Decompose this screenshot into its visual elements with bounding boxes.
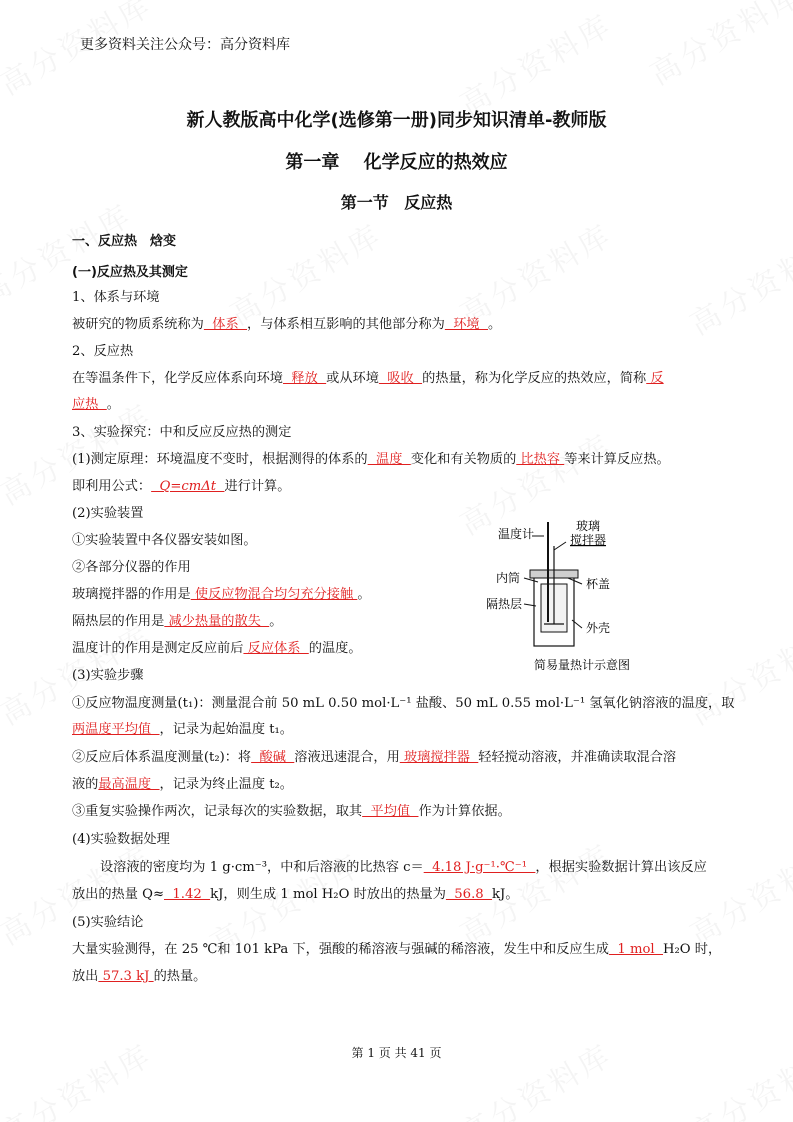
leader-line xyxy=(568,578,582,584)
s3-conclusion-line1 xyxy=(72,938,721,957)
s3-step2 xyxy=(72,746,676,765)
watermark xyxy=(680,830,793,953)
s2-body-line1 xyxy=(72,367,664,386)
answer-blank: 4.18 J·g⁻¹·℃⁻¹ xyxy=(423,860,536,875)
text: kJ，则生成 1 mol H₂O 时放出的热量为 xyxy=(210,887,446,902)
s3-data-line2 xyxy=(72,883,519,902)
text: 或从环境 xyxy=(326,371,379,386)
text: 变化和有关物质的 xyxy=(410,452,517,467)
text: ，根据实验数据计算出该反应 xyxy=(535,860,707,875)
text: ②反应后体系温度测量(t₂)：将 xyxy=(72,750,252,765)
text: ，记录为起始温度 t₁。 xyxy=(159,722,293,737)
text: 即利用公式： xyxy=(72,479,152,494)
section-title: 第一节 反应热 xyxy=(340,193,453,212)
answer-blank: 减少热量的散失 xyxy=(164,614,270,629)
answer-blank: 使反应物混合均匀充分接触 xyxy=(190,587,358,602)
watermark xyxy=(640,0,793,94)
label-shell: 外壳 xyxy=(586,621,611,635)
answer-blank: 温度 xyxy=(367,452,411,467)
answer-blank: 环境 xyxy=(444,317,488,332)
answer-blank: 1.42 xyxy=(164,887,211,902)
answer-blank: 1 mol xyxy=(608,942,663,957)
text: 大量实验测得，在 25 ℃和 101 kPa 下，强酸的稀溶液与强碱的稀溶液，发生中和反应生成 xyxy=(72,942,609,957)
answer-blank: 比热容 xyxy=(516,452,565,467)
text: ①反应物温度测量(t₁)：测量混合前 50 mL 0.50 mol·L⁻¹ 盐酸、50 mL 0.55 mol·L⁻¹ 氢氧化钠溶液的温度，取 xyxy=(72,696,735,711)
text: H₂O 时， xyxy=(663,942,722,957)
s3-steps-heading: (3)实验步骤 xyxy=(72,668,144,683)
calorimeter-diagram xyxy=(478,516,638,676)
text: 玻璃搅拌器的作用是 xyxy=(72,587,191,602)
document-title: 新人教版高中化学(选修第一册)同步知识清单-教师版 xyxy=(186,110,607,131)
page-footer: 第 1 页 共 41 页 xyxy=(351,1046,442,1060)
answer-blank: 应热 xyxy=(72,397,107,412)
answer-blank: 玻璃搅拌器 xyxy=(399,750,479,765)
s3-principle xyxy=(72,448,670,467)
text: 被研究的物质系统称为 xyxy=(72,317,204,332)
text: 。 xyxy=(357,587,371,602)
label-stirrer-line2: 搅拌器 xyxy=(570,533,607,547)
text: 进行计算。 xyxy=(224,479,291,494)
text: 作为计算依据。 xyxy=(418,804,511,819)
s2-body-line2 xyxy=(72,393,120,412)
text: 等来计算反应热。 xyxy=(564,452,670,467)
diagram-caption: 简易量热计示意图 xyxy=(534,658,631,672)
text: kJ。 xyxy=(492,887,519,902)
text: 在等温条件下，化学反应体系向环境 xyxy=(72,371,283,386)
heading-2: (一)反应热及其测定 xyxy=(72,265,188,280)
text: 温度计的作用是测定反应前后 xyxy=(72,641,244,656)
text: 的热量，称为化学反应的热效应，简称 xyxy=(422,371,647,386)
heading-1: 一、反应热 焓变 xyxy=(72,234,177,249)
watermark xyxy=(680,220,793,343)
s3-formula xyxy=(72,475,290,494)
answer-blank: 平均值 xyxy=(362,804,419,819)
answer-blank: 56.8 xyxy=(445,887,493,902)
s3-apparatus-b: ②各部分仪器的作用 xyxy=(72,560,191,575)
s3-apparatus-heading: (2)实验装置 xyxy=(72,506,144,521)
s3-step1-cont xyxy=(72,718,293,737)
answer-blank: 反应体系 xyxy=(243,641,309,656)
text: 溶液迅速混合，用 xyxy=(294,750,400,765)
s1-title: 1、体系与环境 xyxy=(72,290,160,305)
s3-step1 xyxy=(72,692,734,711)
answer-blank: 两温度平均值 xyxy=(72,722,160,737)
s2-title: 2、反应热 xyxy=(72,344,134,359)
label-insulation: 隔热层 xyxy=(486,597,523,611)
s1-body xyxy=(72,313,501,332)
s3-thermometer-role xyxy=(72,637,362,656)
text: 放出 xyxy=(72,969,99,984)
s3-title: 3、实验探究：中和反应反应热的测定 xyxy=(72,425,292,440)
s3-conclusion-heading: (5)实验结论 xyxy=(72,915,144,930)
answer-blank: 57.3 kJ xyxy=(98,969,154,984)
text: 。 xyxy=(269,614,283,629)
text: (1)测定原理：环境温度不变时，根据测得的体系的 xyxy=(72,452,368,467)
s3-conclusion-line2 xyxy=(72,965,206,984)
text: ，记录为终止温度 t₂。 xyxy=(159,777,293,792)
leader-line xyxy=(554,542,566,550)
label-inner-cup: 内筒 xyxy=(496,571,521,585)
label-stirrer-line1: 玻璃 xyxy=(576,519,601,533)
s3-stirrer-role xyxy=(72,583,371,602)
text: 。 xyxy=(106,397,120,412)
text: 。 xyxy=(488,317,502,332)
text: 的热量。 xyxy=(153,969,207,984)
answer-blank: 吸收 xyxy=(378,371,423,386)
text: 的温度。 xyxy=(308,641,362,656)
answer-blank: 体系 xyxy=(203,317,248,332)
label-thermometer: 温度计 xyxy=(498,527,535,541)
answer-blank: 反 xyxy=(646,371,664,386)
s3-insulation-role xyxy=(72,610,282,629)
s3-step3 xyxy=(72,800,511,819)
s3-data-line1 xyxy=(100,856,707,875)
text: 设溶液的密度均为 1 g·cm⁻³，中和后溶液的比热容 c＝ xyxy=(100,860,424,875)
text: 液的 xyxy=(72,777,99,792)
text: ③重复实验操作两次，记录每次的实验数据，取其 xyxy=(72,804,363,819)
label-lid: 杯盖 xyxy=(586,577,611,591)
answer-blank: 最高温度 xyxy=(98,777,160,792)
answer-blank: Q=cmΔt xyxy=(151,479,225,494)
s3-apparatus-a: ①实验装置中各仪器安装如图。 xyxy=(72,533,257,548)
watermark xyxy=(680,610,793,733)
answer-blank: 释放 xyxy=(283,371,327,386)
text: ，与体系相互影响的其他部分称为 xyxy=(247,317,445,332)
text: 轻轻搅动溶液，并准确读取混合溶 xyxy=(478,750,677,765)
leader-line xyxy=(524,578,538,582)
text: 隔热层的作用是 xyxy=(72,614,165,629)
s3-step2-cont xyxy=(72,773,293,792)
answer-blank: 酸碱 xyxy=(251,750,295,765)
s3-data-heading: (4)实验数据处理 xyxy=(72,832,170,847)
chapter-title: 第一章 化学反应的热效应 xyxy=(285,152,508,173)
header-note: 更多资料关注公众号：高分资料库 xyxy=(80,37,290,53)
text: 放出的热量 Q≈ xyxy=(72,887,164,902)
